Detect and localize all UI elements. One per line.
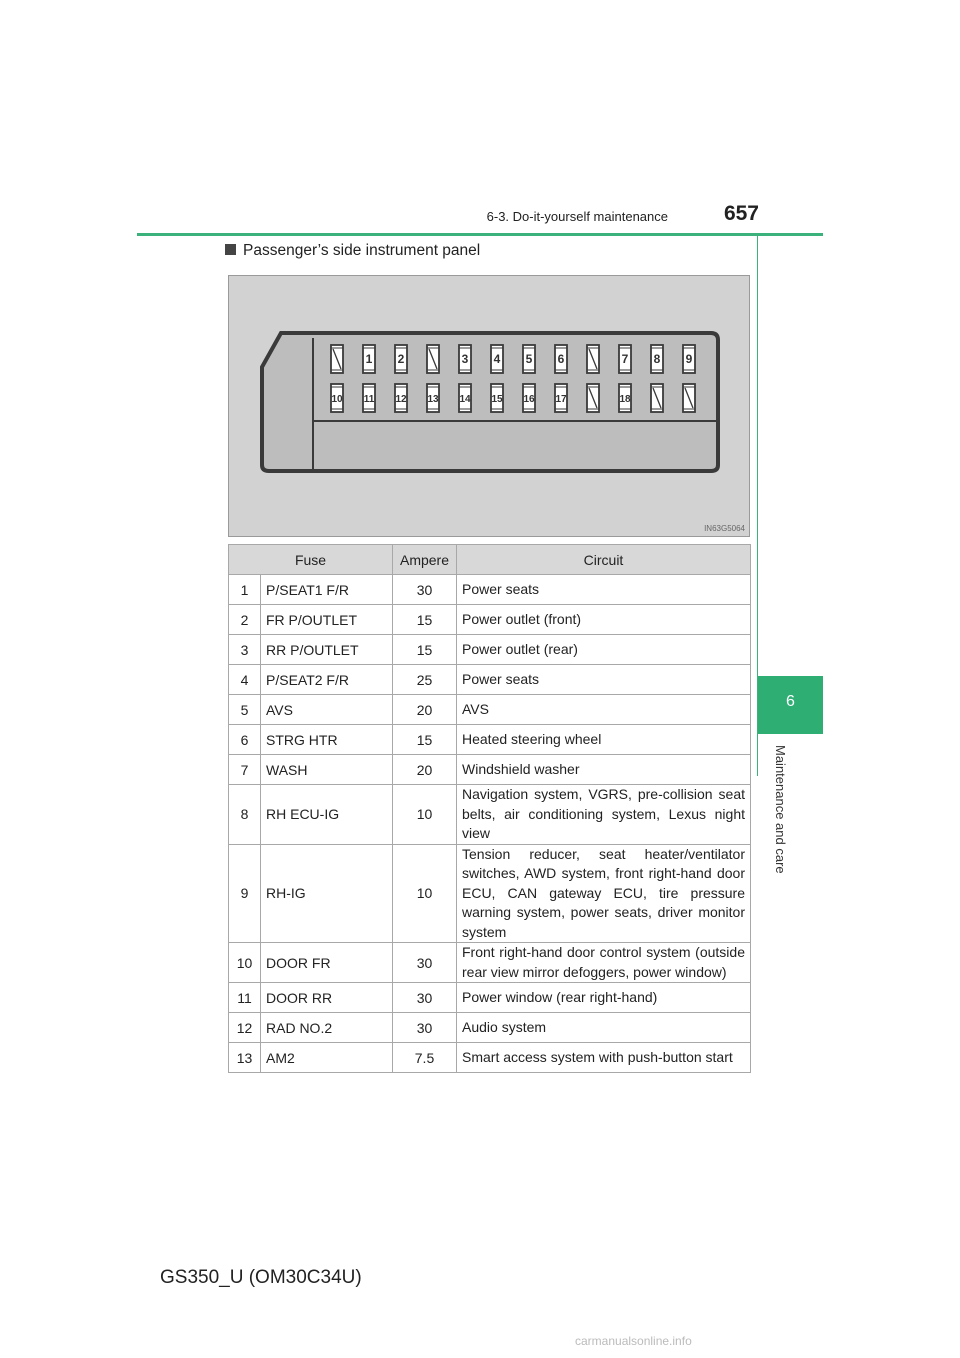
- col-header-fuse: Fuse: [229, 545, 393, 575]
- section-title: 6-3. Do-it-yourself maintenance: [486, 209, 668, 224]
- fuse-circuit: Navigation system, VGRS, pre-collision seat belts, air conditioning system, Lexus night view: [457, 785, 751, 845]
- subheading-text: Passenger’s side instrument panel: [243, 242, 481, 259]
- fuse-ampere: 15: [393, 605, 457, 635]
- fuse-slot: [619, 384, 631, 412]
- fuse-slot: [523, 345, 535, 373]
- fuse-slot-label: 4: [493, 352, 501, 366]
- fuse-number: 8: [229, 785, 261, 845]
- fuse-slot-label: 6: [557, 352, 565, 366]
- fuse-circuit: Power seats: [457, 575, 751, 605]
- fuse-slot: [683, 345, 695, 373]
- fuse-name: RAD NO.2: [261, 1013, 393, 1043]
- col-header-circuit: Circuit: [457, 545, 751, 575]
- fuse-number: 2: [229, 605, 261, 635]
- fuse-slot-label: 14: [459, 394, 471, 405]
- fuse-name: DOOR FR: [261, 943, 393, 983]
- fuse-ampere: 10: [393, 844, 457, 943]
- header-rule: [137, 233, 823, 236]
- fuse-number: 4: [229, 665, 261, 695]
- fuse-name: P/SEAT1 F/R: [261, 575, 393, 605]
- fuse-name: RH ECU-IG: [261, 785, 393, 845]
- table-row: [229, 844, 751, 943]
- fuse-number: 10: [229, 943, 261, 983]
- table-row: [229, 575, 751, 605]
- fuse-ampere: 25: [393, 665, 457, 695]
- fuse-number: 9: [229, 844, 261, 943]
- fuse-name: STRG HTR: [261, 725, 393, 755]
- spare-slot: [587, 345, 599, 373]
- fuse-slot: [427, 384, 439, 412]
- fuse-circuit: Heated steering wheel: [457, 725, 751, 755]
- fuse-table: [228, 544, 751, 1073]
- fuse-ampere: 15: [393, 635, 457, 665]
- fuse-slot: [395, 345, 407, 373]
- fuse-circuit: Tension reducer, seat heater/ventilator switches, AWD system, front right-hand door ECU, CAN gateway ECU, tire pressure warning system, power seats, driver monitor system: [457, 844, 751, 943]
- fuse-slot-label: 1: [365, 352, 373, 366]
- fuse-box-drawing: [229, 276, 749, 536]
- fuse-ampere: 20: [393, 695, 457, 725]
- fuse-slot-label: 3: [461, 352, 469, 366]
- table-row: [229, 665, 751, 695]
- fuse-slot-label: 17: [555, 394, 567, 405]
- chapter-title-text: Maintenance and care: [773, 745, 788, 874]
- figure-code: IN63G5064: [704, 524, 745, 533]
- spare-slot: [651, 384, 663, 412]
- spare-slot: [587, 384, 599, 412]
- fuse-slot-label: 12: [395, 394, 407, 405]
- table-row: [229, 943, 751, 983]
- fuse-box-illustration: [228, 275, 750, 537]
- fuse-slot-label: 2: [397, 352, 405, 366]
- fuse-circuit: Power seats: [457, 665, 751, 695]
- fuse-slot: [555, 384, 567, 412]
- fuse-number: 5: [229, 695, 261, 725]
- table-row: [229, 755, 751, 785]
- fuse-name: AM2: [261, 1043, 393, 1073]
- fuse-circuit: Power outlet (front): [457, 605, 751, 635]
- fuse-circuit: Smart access system with push-button start: [457, 1043, 751, 1073]
- fuse-circuit: AVS: [457, 695, 751, 725]
- fuse-name: FR P/OUTLET: [261, 605, 393, 635]
- fuse-name: RH-IG: [261, 844, 393, 943]
- page-header: [137, 198, 823, 236]
- fuse-slot-label: 18: [619, 394, 631, 405]
- chapter-number: 6: [786, 693, 795, 710]
- fuse-slot: [363, 384, 375, 412]
- table-row: [229, 635, 751, 665]
- table-row: [229, 1013, 751, 1043]
- fuse-slot: [491, 384, 503, 412]
- spare-slot: [331, 345, 343, 373]
- table-row: [229, 785, 751, 845]
- fuse-number: 13: [229, 1043, 261, 1073]
- fuse-number: 6: [229, 725, 261, 755]
- fuse-name: WASH: [261, 755, 393, 785]
- fuse-slot: [459, 384, 471, 412]
- page-number: 657: [723, 202, 759, 225]
- fuse-ampere: 30: [393, 1013, 457, 1043]
- fuse-slot: [523, 384, 535, 412]
- fuse-slot: [619, 345, 631, 373]
- square-bullet-icon: [225, 244, 236, 255]
- fuse-number: 12: [229, 1013, 261, 1043]
- fuse-name: P/SEAT2 F/R: [261, 665, 393, 695]
- fuse-circuit: Front right-hand door control system (outside rear view mirror defoggers, power window): [457, 943, 751, 983]
- fuse-slot: [363, 345, 375, 373]
- fuse-slot-label: 7: [621, 352, 629, 366]
- table-row: [229, 605, 751, 635]
- fuse-slot: [395, 384, 407, 412]
- fuse-slot: [491, 345, 503, 373]
- fuse-number: 11: [229, 983, 261, 1013]
- fuse-circuit: Audio system: [457, 1013, 751, 1043]
- table-row: [229, 1043, 751, 1073]
- fuse-circuit: Power outlet (rear): [457, 635, 751, 665]
- fuse-slot-label: 10: [331, 394, 343, 405]
- fuse-slot: [459, 345, 471, 373]
- fuse-slot-label: 15: [491, 394, 503, 405]
- fuse-slot: [651, 345, 663, 373]
- fuse-slot-label: 9: [685, 352, 693, 366]
- fuse-ampere: 7.5: [393, 1043, 457, 1073]
- fuse-slot: [555, 345, 567, 373]
- fuse-circuit: Windshield washer: [457, 755, 751, 785]
- fuse-ampere: 30: [393, 943, 457, 983]
- fuse-ampere: 15: [393, 725, 457, 755]
- fuse-number: 3: [229, 635, 261, 665]
- page-footer: GS350_U (OM30C34U): [160, 1267, 362, 1288]
- fuse-slot-label: 11: [363, 394, 375, 405]
- spare-slot: [427, 345, 439, 373]
- table-row: [229, 983, 751, 1013]
- chapter-tab: [758, 676, 823, 734]
- fuse-slot-label: 16: [523, 394, 535, 405]
- fuse-number: 1: [229, 575, 261, 605]
- table-row: [229, 725, 751, 755]
- fuse-slot-label: 8: [653, 352, 661, 366]
- fuse-ampere: 30: [393, 983, 457, 1013]
- col-header-ampere: Ampere: [393, 545, 457, 575]
- fuse-number: 7: [229, 755, 261, 785]
- fuse-slot-label: 13: [427, 394, 439, 405]
- fuse-ampere: 10: [393, 785, 457, 845]
- chapter-title: [770, 745, 790, 895]
- fuse-ampere: 20: [393, 755, 457, 785]
- table-header-row: [229, 545, 751, 575]
- table-row: [229, 695, 751, 725]
- fuse-name: AVS: [261, 695, 393, 725]
- watermark: carmanualsonline.info: [575, 1334, 692, 1348]
- fuse-name: DOOR RR: [261, 983, 393, 1013]
- fuse-ampere: 30: [393, 575, 457, 605]
- fuse-slot: [331, 384, 343, 412]
- fuse-circuit: Power window (rear right-hand): [457, 983, 751, 1013]
- subheading: [225, 242, 480, 260]
- spare-slot: [683, 384, 695, 412]
- fuse-name: RR P/OUTLET: [261, 635, 393, 665]
- fuse-slot-label: 5: [525, 352, 533, 366]
